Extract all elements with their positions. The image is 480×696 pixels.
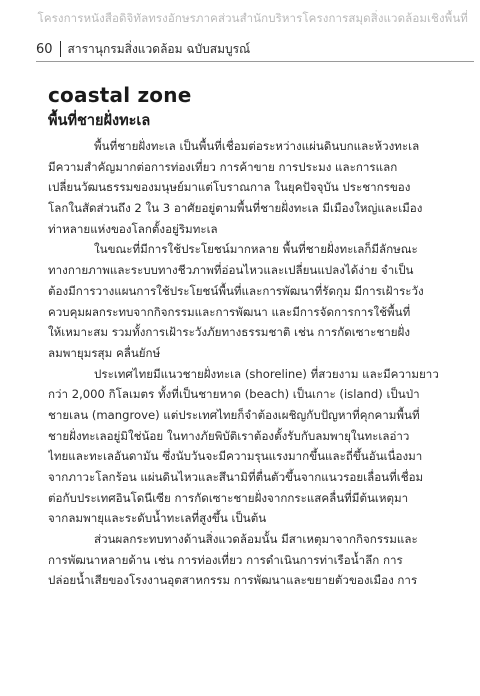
body-line: ปล่อยน้ำเสียของโรงงานอุตสาหกรรม การพัฒนาและขยายตัวของเมือง การ <box>48 573 418 588</box>
section-title: coastal zone <box>48 83 192 107</box>
page-number: 60 <box>36 41 53 57</box>
book-title: สารานุกรมสิ่งแวดล้อม ฉบับสมบูรณ์ <box>67 41 251 56</box>
body-line: การพัฒนาหลายด้าน เช่น การท่องเที่ยว การดำเนินการท่าเรือน้ำลึก การ <box>48 552 403 567</box>
page-header-bar <box>36 38 474 60</box>
body-line: โลกในสัดส่วนถึง 2 ใน 3 อาศัยอยู่ตามพื้นที่ชายฝั่งทะเล มีเมืองใหญ่และเมือง <box>48 201 423 216</box>
body-line: ชายเลน (mangrove) แต่ประเทศไทยก็จำต้องเผชิญกับปัญหาที่คุกคามพื้นที่ <box>48 407 420 422</box>
body-line: ควบคุมผลกระทบจากกิจกรรมและการพัฒนา และมีการจัดการการใช้พื้นที่ <box>48 304 411 319</box>
header-divider <box>60 41 61 57</box>
body-line: มีความสำคัญมากต่อการท่องเที่ยว การค้าขาย การประมง และการแลก <box>48 159 398 174</box>
body-line: พื้นที่ชายฝั่งทะเล เป็นพื้นที่เชื่อมต่อระหว่างแผ่นดินบกและห้วงทะเล <box>94 139 420 153</box>
body-line: ลมพายุมรสุม คลื่นยักษ์ <box>48 345 161 360</box>
body-line: ท่าหลายแห่งของโลกตั้งอยู่ริมทะเล <box>48 221 218 236</box>
body-line: เปลี่ยนวัฒนธรรมของมนุษย์มาแต่โบราณกาล ในยุคปัจจุบัน ประชากรของ <box>48 180 411 195</box>
running-head: โครงการหนังสือดิจิทัลทรงอักษรภาคส่วนสำนักบริหารโครงการสมุดสิ่งแวดล้อมเชิงพื้นที่ <box>37 11 468 25</box>
body-line: ในขณะที่มีการใช้ประโยชน์มากหลาย พื้นที่ชายฝั่งทะเลก็มีลักษณะ <box>94 242 418 257</box>
body-text <box>48 136 472 591</box>
body-line: กว่า 2,000 กิโลเมตร ทั้งที่เป็นชายหาด (beach) เป็นเกาะ (island) เป็นป่า <box>48 387 420 402</box>
body-line: จากภาวะโลกร้อน แผ่นดินไหวและสึนามิที่ตื่นตัวขึ้นจากแนวรอยเลื่อนที่เชื่อม <box>48 470 424 484</box>
body-line: ให้เหมาะสม รวมทั้งการเฝ้าระวังภัยทางธรรมชาติ เช่น การกัดเซาะชายฝั่ง <box>48 325 410 340</box>
section-subtitle: พื้นที่ชายฝั่งทะเล <box>48 113 151 129</box>
body-line: ประเทศไทยมีแนวชายฝั่งทะเล (shoreline) ที่สวยงาม และมีความยาว <box>94 366 439 381</box>
body-line: จากลมพายุและระดับน้ำทะเลที่สูงขึ้น เป็นต้น <box>48 511 267 526</box>
body-line: ต่อกับประเทศอินโดนีเซีย การกัดเซาะชายฝั่งจากกระแสคลื่นที่มีต้นเหตุมา <box>48 490 409 505</box>
header-rule <box>36 61 474 62</box>
body-line: ทางกายภาพและระบบทางชีวภาพที่อ่อนไหวและเปลี่ยนแปลงได้ง่าย จำเป็น <box>48 263 414 278</box>
body-line: ส่วนผลกระทบทางด้านสิ่งแวดล้อมนั้น มีสาเหตุมาจากกิจกรรมและ <box>94 532 418 547</box>
body-line: ต้องมีการวางแผนการใช้ประโยชน์พื้นที่และการพัฒนาที่รัดกุม มีการเฝ้าระวัง <box>48 283 424 298</box>
body-line: ชายฝั่งทะเลอยู่มิใช่น้อย ในทางภัยพิบัติเราต้องตั้งรับกับลมพายุในทะเลอ่าว <box>48 428 410 443</box>
body-line: ไทยและทะเลอันดามัน ซึ่งนับวันจะมีความรุนแรงมากขึ้นและถี่ขึ้นอันเนื่องมา <box>48 449 423 464</box>
